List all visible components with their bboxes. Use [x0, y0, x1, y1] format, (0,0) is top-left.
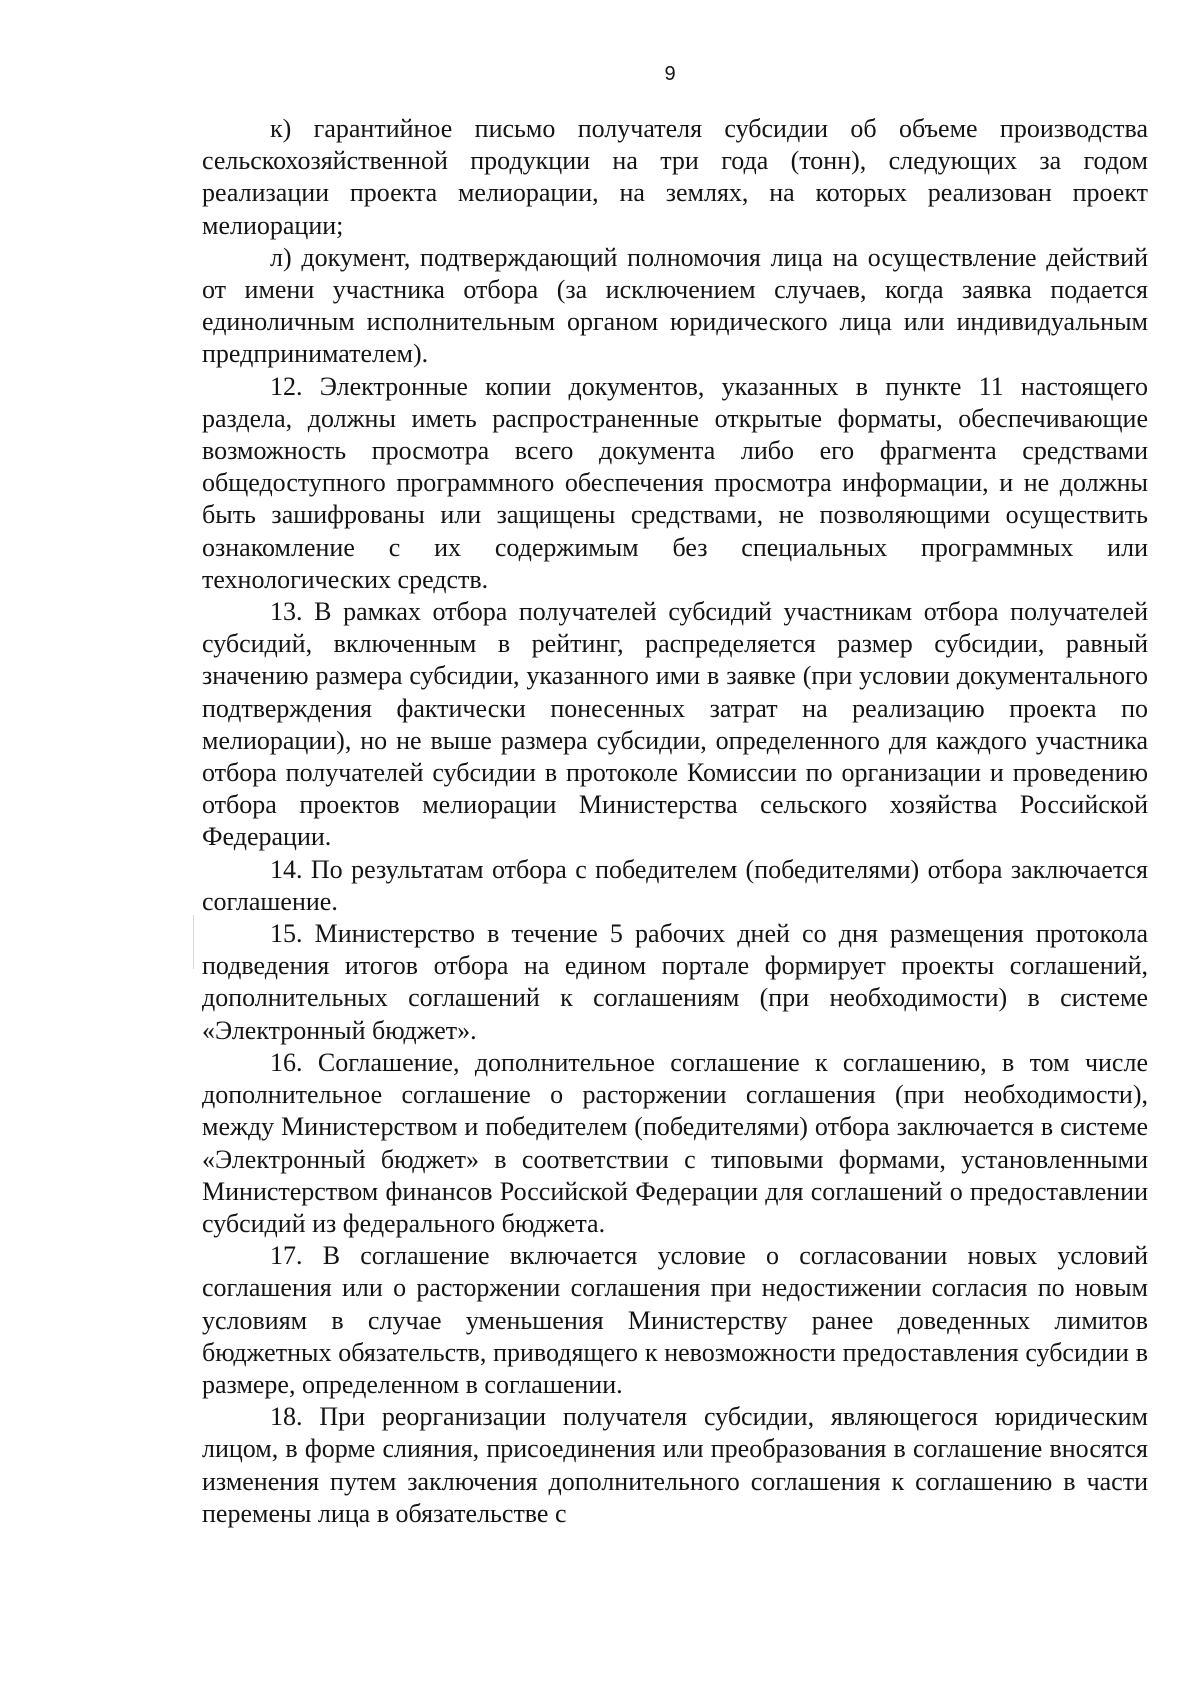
paragraph-13: 13. В рамках отбора получателей субсидий участникам отбора получателей субсидий, включенным в рейтинг, распределяется размер субсидии, равный значению размера субсидии, указанного ими в заявке (при условии документального подтверждения фактически понесенных затрат на реализацию проекта по мелиорации), но не выше размера субсидии, определенного для каждого участника отбора получателей субсидии в протоколе Комиссии по организации и проведению отбора проектов мелиорации Министерства сельского хозяйства Российской Федерации.	[202, 597, 1148, 852]
paragraph-17: 17. В соглашение включается условие о согласовании новых условий соглашения или о расторжении соглашения при недостижении согласия по новым условиям в случае уменьшения Министерству ранее доведенных лимитов бюджетных обязательств, приводящего к невозможности предоставления субсидии в размере, определенном в соглашении.	[202, 1241, 1148, 1399]
paragraph-k: к) гарантийное письмо получателя субсидии об объеме производства сельскохозяйственной продукции на три года (тонн), следующих за годом реализации проекта мелиорации, на землях, на которых реализован проект мелиорации;	[202, 114, 1148, 240]
paragraph-16: 16. Соглашение, дополнительное соглашение к соглашению, в том числе дополнительное соглашение о расторжении соглашения (при необходимости), между Министерством и победителем (победителями) отбора заключается в системе «Электронный бюджет» в соответствии с типовыми формами, установленными Министерством финансов Российской Федерации для соглашений о предоставлении субсидий из федерального бюджета.	[202, 1047, 1148, 1238]
paragraph-l: л) документ, подтверждающий полномочия лица на осуществление действий от имени участника отбора (за исключением случаев, когда заявка подается единоличным исполнительным органом юридического лица или индивидуальным предпринимателем).	[202, 242, 1148, 369]
margin-scan-line	[193, 915, 194, 969]
paragraph-14: 14. По результатам отбора с победителем (победителями) отбора заключается соглашение.	[202, 854, 1148, 916]
paragraph-15: 15. Министерство в течение 5 рабочих дней со дня размещения протокола подведения итогов отбора на едином портале формирует проекты соглашений, дополнительных соглашений к соглашениям (при необходимости) в системе «Электронный бюджет».	[202, 919, 1148, 1045]
page-number: 9	[664, 63, 676, 85]
document-body	[202, 113, 1148, 1530]
paragraph-12: 12. Электронные копии документов, указанных в пункте 11 настоящего раздела, должны иметь распространенные открытые форматы, обеспечивающие возможность просмотра всего документа либо его фрагмента средствами общедоступного программного обеспечения просмотра информации, и не должны быть зашифрованы или защищены средствами, не позволяющими осуществить ознакомление с их содержимым без специальных программных или технологических средств.	[202, 371, 1148, 594]
paragraph-18: 18. При реорганизации получателя субсидии, являющегося юридическим лицом, в форме слияния, присоединения или преобразования в соглашение вносятся изменения путем заключения дополнительного соглашения к соглашению в части перемены лица в обязательстве с	[202, 1402, 1148, 1528]
